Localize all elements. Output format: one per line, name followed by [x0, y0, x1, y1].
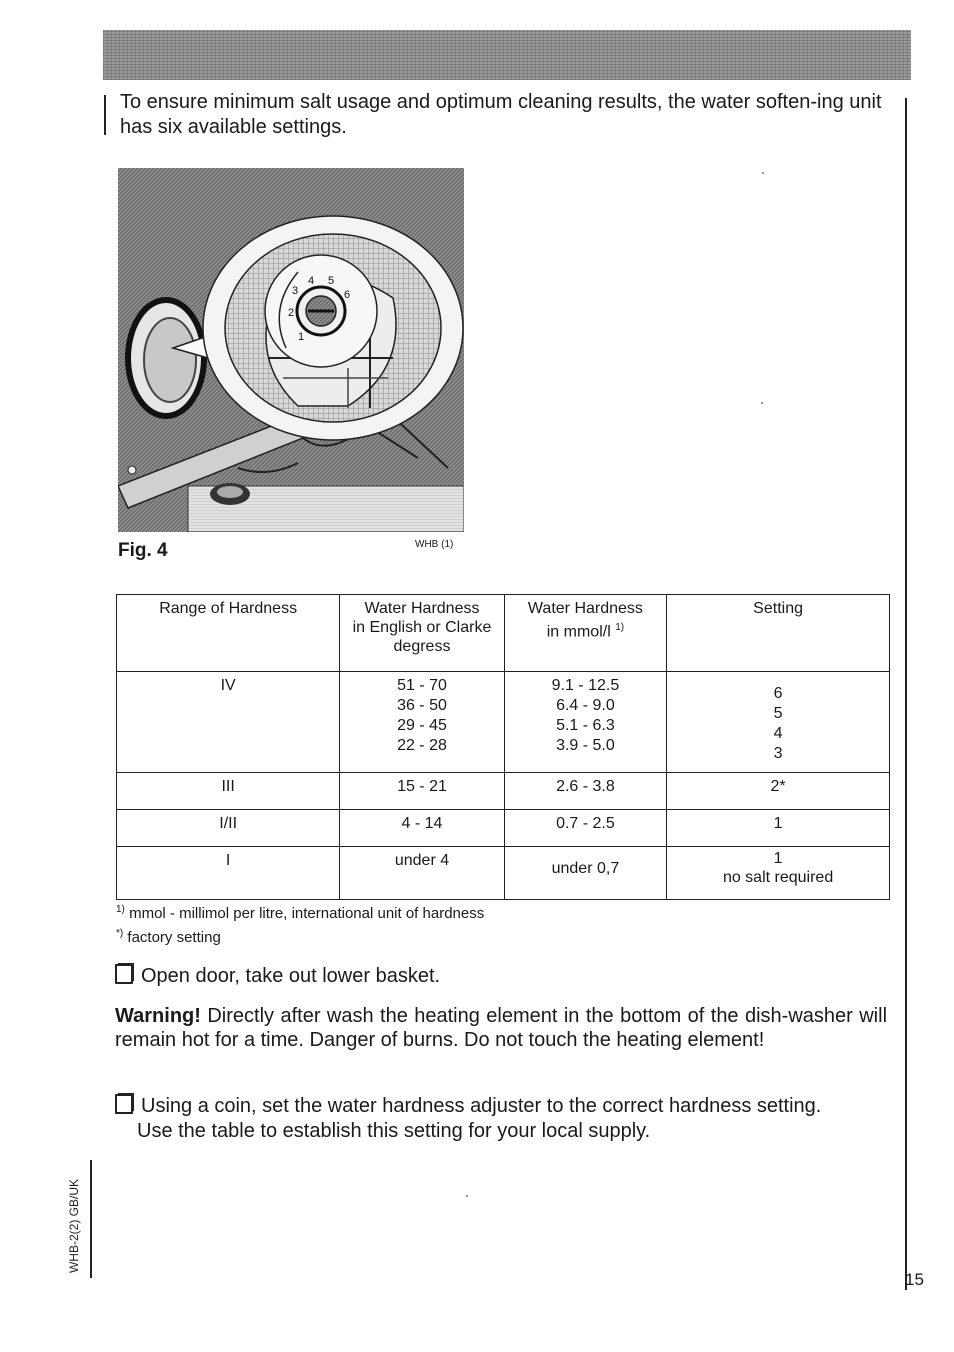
document-code: WHB-2(2) GB/UK — [67, 1179, 81, 1274]
figure-code: WHB (1) — [415, 539, 454, 550]
footnote-mmol: $^{1)}$ mmol - millimol per litre, international unit of hardness — [116, 904, 485, 922]
side-rule — [90, 1160, 92, 1278]
dial-number: 2 — [288, 307, 295, 319]
warning-paragraph — [115, 1004, 887, 1052]
cell-english: 15 - 21 — [340, 773, 504, 810]
table-row — [117, 847, 890, 900]
cell-setting: 6 5 4 3 — [667, 672, 890, 773]
table-row — [117, 810, 890, 847]
cell-range: IV — [117, 672, 340, 773]
scan-speck — [762, 172, 764, 174]
header-english-degrees: Water Hardness in English or Clarke degress — [340, 595, 504, 672]
dial-number: 4 — [308, 275, 315, 287]
cell-english: 4 - 14 — [340, 810, 504, 847]
cell-english: under 4 — [340, 847, 504, 900]
checkbox-bullet-icon — [115, 964, 133, 984]
dial-number: 1 — [298, 331, 305, 343]
step-open-door: Open door, take out lower basket. — [115, 964, 440, 989]
cell-range: I/II — [117, 810, 340, 847]
header-mmol: Water Hardness in mmol/l $^{1)}$ — [504, 595, 667, 672]
water-softener-illustration — [118, 168, 464, 532]
cell-setting: 1 no salt required — [667, 847, 890, 900]
step-set-adjuster: Using a coin, set the water hardness adjuster to the correct hardness setting. Use the table to establish this setting for your local supply. — [115, 1094, 890, 1144]
checkbox-bullet-icon — [115, 1094, 133, 1114]
table-header-row — [117, 595, 890, 672]
warning-label: Warning! — [115, 1005, 201, 1027]
intro-paragraph: To ensure minimum salt usage and optimum cleaning results, the water soften-ing unit has six available settings. — [120, 91, 882, 138]
margin-rule-right — [905, 98, 907, 1290]
dial-number: 6 — [344, 289, 351, 301]
footnotes — [116, 900, 484, 948]
margin-rule-left — [104, 95, 106, 135]
dial-number: 5 — [328, 275, 335, 287]
cell-mmol: under 0,7 — [504, 847, 667, 900]
cell-range: I — [117, 847, 340, 900]
cell-mmol: 2.6 - 3.8 — [504, 773, 667, 810]
cell-mmol: 0.7 - 2.5 — [504, 810, 667, 847]
footnote-factory: *) factory setting — [116, 928, 221, 946]
figure-label: Fig. 4 — [118, 540, 168, 561]
scan-speck — [761, 402, 763, 404]
cell-mmol: 9.1 - 12.5 6.4 - 9.0 5.1 - 6.3 3.9 - 5.0 — [504, 672, 667, 773]
header-band — [103, 30, 911, 80]
page-number: 15 — [905, 1270, 924, 1289]
cell-setting: 2* — [667, 773, 890, 810]
cell-english: 51 - 70 36 - 50 29 - 45 22 - 28 — [340, 672, 504, 773]
table-row — [117, 672, 890, 773]
cell-setting: 1 — [667, 810, 890, 847]
header-range: Range of Hardness — [117, 595, 340, 672]
scan-speck — [466, 1195, 468, 1197]
hardness-table — [116, 594, 890, 900]
dial-number: 3 — [292, 285, 299, 297]
table-row — [117, 773, 890, 810]
cell-range: III — [117, 773, 340, 810]
warning-text: Directly after wash the heating element in the bottom of the dish-washer will remain hot for a time. Danger of burns. Do not touch the heating element! — [115, 1005, 888, 1051]
header-setting: Setting — [667, 595, 890, 672]
